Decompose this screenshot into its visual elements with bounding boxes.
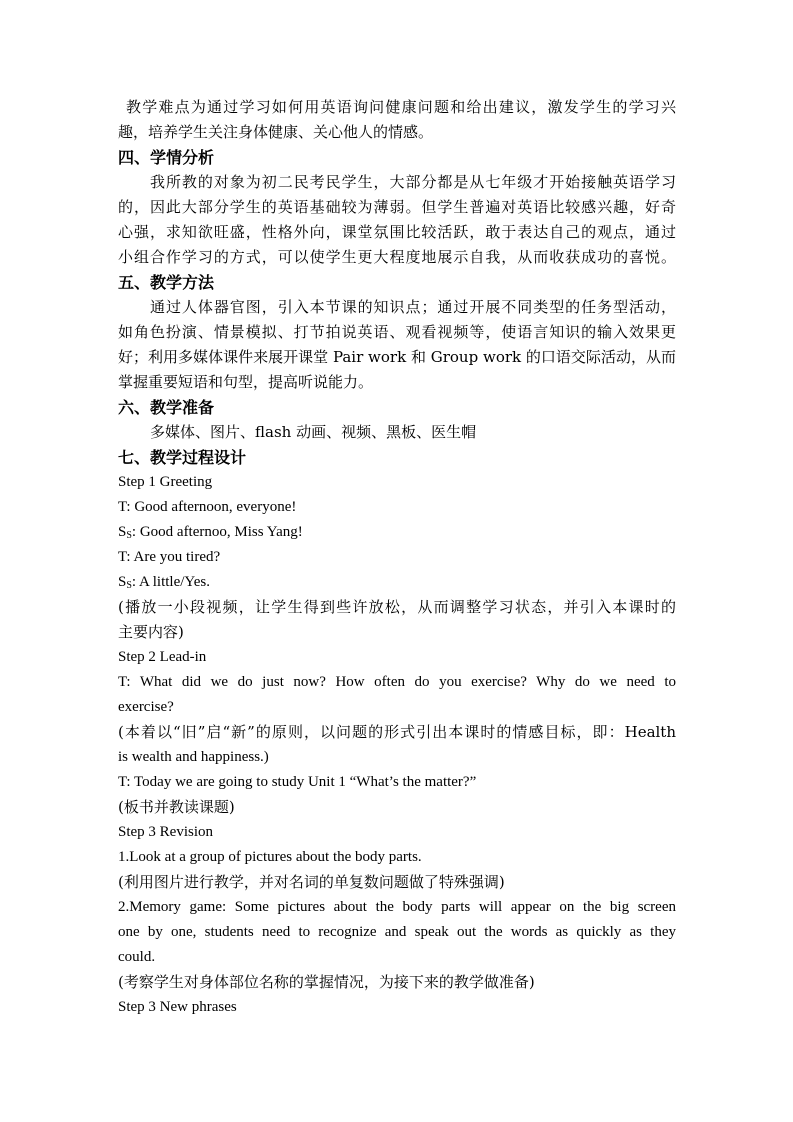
section4-line-2: 的，因此大部分学生的英语基础较为薄弱。但学生普遍对英语比较感兴趣，好奇 [118,198,676,216]
step1-students-line-2 [118,570,676,595]
section5-line-1: 通过人体器官图，引入本节课的知识点；通过开展不同类型的任务型活动， [150,298,676,316]
step1-students-line-1 [118,520,676,545]
step3-item-2-line-1: 2.Memory game: Some pictures about the body parts will appear on the big screen [118,899,676,915]
section4-line-1: 我所教的对象为初二民考民学生，大部分都是从七年级才开始接触英语学习 [150,173,676,191]
students-label: S [118,574,127,590]
section-heading-6: 六、教学准备 [118,398,215,417]
step3-note-2: (考察学生对身体部位名称的掌握情况，为接下来的教学做准备) [118,973,535,991]
students-reply: : A little/Yes. [131,574,210,590]
step3-item-2-line-3: could. [118,949,156,965]
step3-title: Step 3 Revision [118,824,214,840]
step3-item-2-line-2: one by one, students need to recognize and speak out the words as quickly as they [118,924,676,940]
section-heading-7: 七、教学过程设计 [118,448,247,467]
section4-line-3: 心强，求知欲旺盛，性格外向，课堂氛围比较活跃，敢于表达自己的观点，通过 [118,223,676,241]
step2-note-line-2: is wealth and happiness.) [118,749,269,765]
section5-line-4: 掌握重要短语和句型，提高听说能力。 [118,373,374,391]
document-page [118,95,676,1020]
section-heading-4: 四、学情分析 [118,148,215,167]
difficulty-line-1: 教学难点为通过学习如何用英语询问健康问题和给出建议，激发学生的学习兴 [126,98,676,116]
step2-title: Step 2 Lead-in [118,649,207,665]
step1-note-line-1: (播放一小段视频，让学生得到些许放松，从而调整学习状态，并引入本课时的 [118,598,676,616]
section-heading-5: 五、教学方法 [118,273,215,292]
step2-today-line: T: Today we are going to study Unit 1 “What’s the matter?” [118,774,477,790]
step2-note-line-1: (本着以“旧”启“新”的原则，以问题的形式引出本课时的情感目标，即：Health [118,723,676,741]
section5-line-3: 好；利用多媒体课件来展开课堂 Pair work 和 Group work 的口语交际活动，从而 [118,348,676,366]
section5-line-2: 如角色扮演、情景模拟、打节拍说英语、观看视频等，使语言知识的输入效果更 [118,323,676,341]
students-reply: : Good afternoo, Miss Yang! [131,524,303,540]
step2-question-line-2: exercise? [118,699,174,715]
section4-line-4: 小组合作学习的方式，可以使学生更大程度地展示自我，从而收获成功的喜悦。 [118,248,676,266]
students-label: S [118,524,127,540]
step3-note-1: (利用图片进行教学，并对名词的单复数问题做了特殊强调) [118,873,505,891]
step3-new-phrases-title: Step 3 New phrases [118,999,237,1015]
step3-item-1: 1.Look at a group of pictures about the body parts. [118,849,422,865]
students-subscript: S [126,580,132,591]
difficulty-line-2: 趣，培养学生关注身体健康、关心他人的情感。 [118,123,434,141]
step1-note-line-2: 主要内容) [118,623,184,641]
step1-teacher-line-2: T: Are you tired? [118,549,221,565]
section6-line: 多媒体、图片、flash 动画、视频、黑板、医生帽 [150,423,477,441]
step1-teacher-line-1: T: Good afternoon, everyone! [118,499,297,515]
step2-note-line-3: (板书并教读课题) [118,798,235,816]
step1-title: Step 1 Greeting [118,474,213,490]
students-subscript: S [126,530,132,541]
step2-question-line-1: T: What did we do just now? How often do you exercise? Why do we need to [118,674,676,690]
